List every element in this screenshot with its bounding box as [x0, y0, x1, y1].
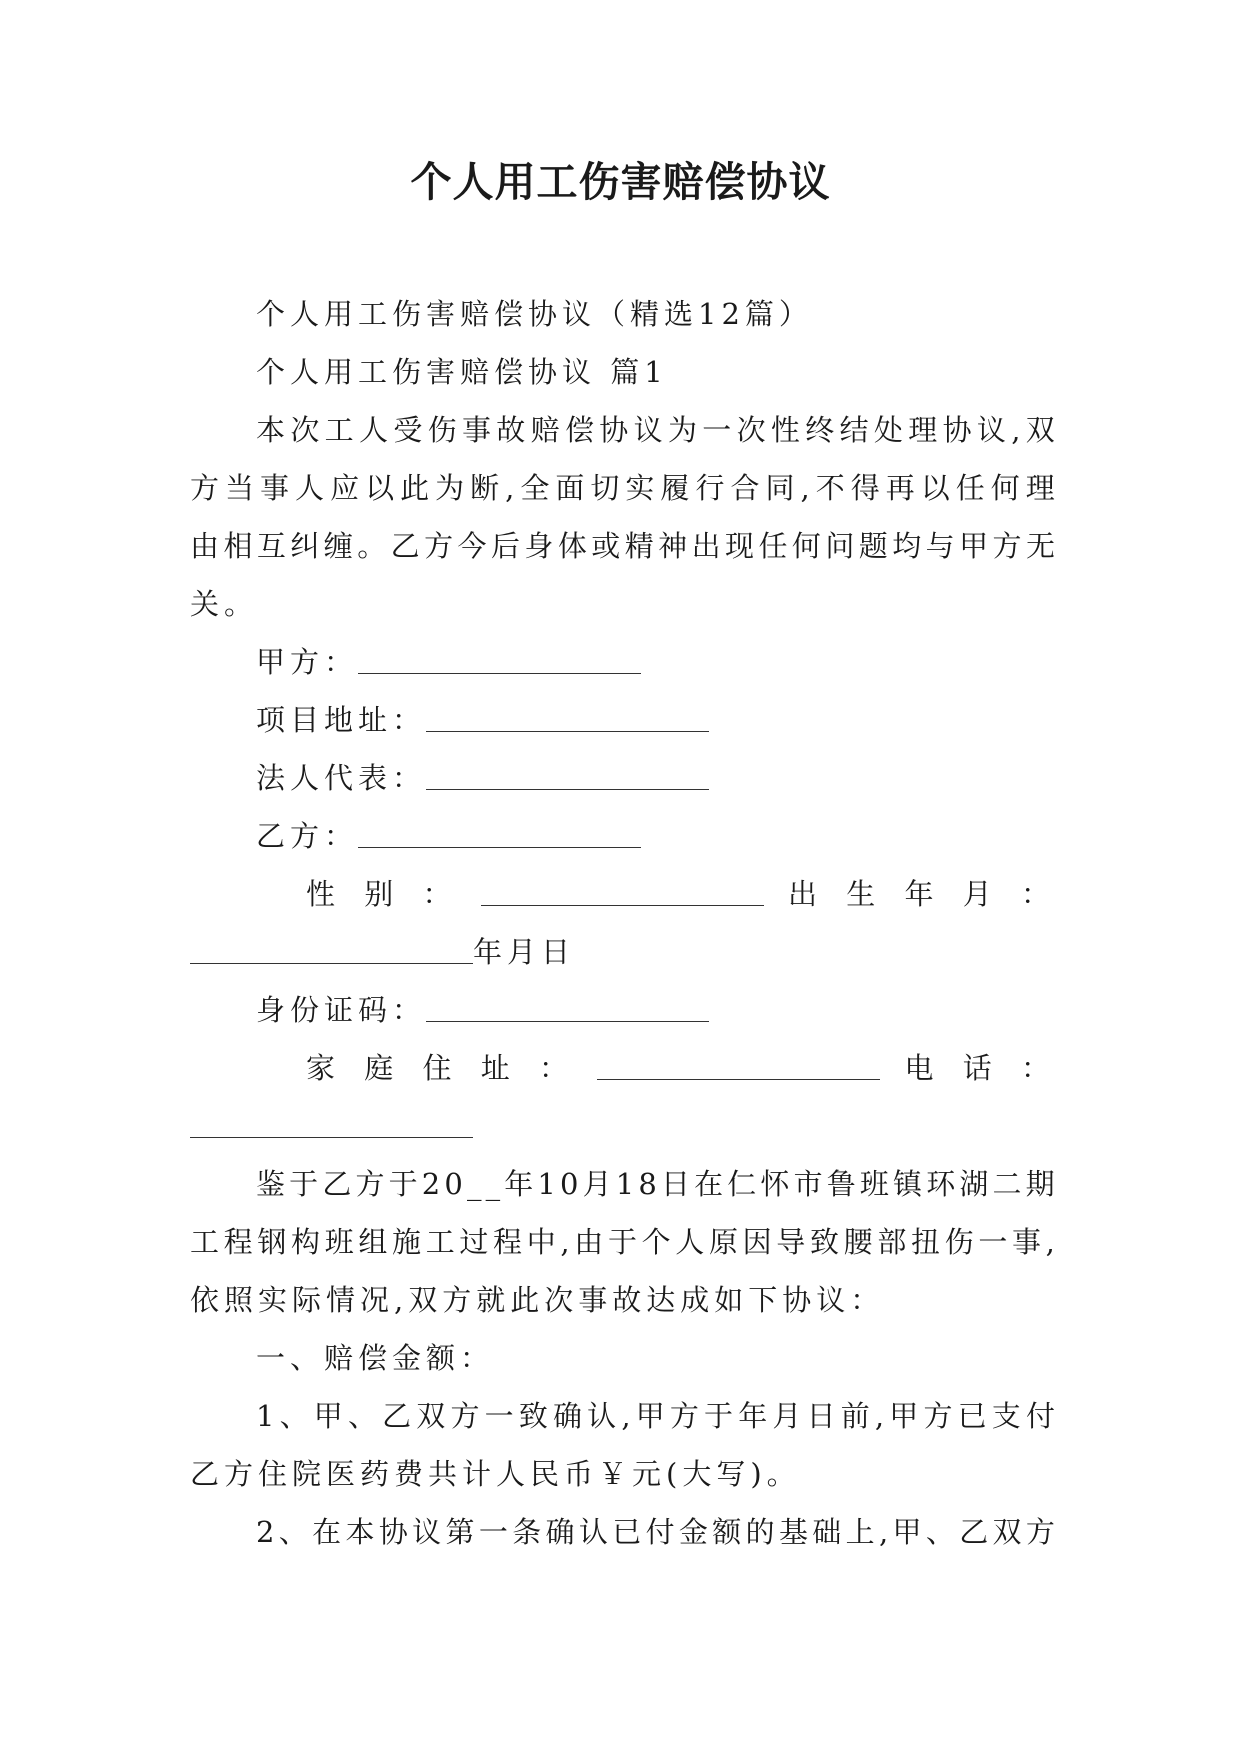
project-address-field — [190, 691, 1055, 749]
paragraph-line: 本 次 工 人 受 伤 事 故 赔 偿 协 议 为 一 次 性 终 结 处 理 协 议 , 双 — [256, 413, 1055, 447]
document-title: 个人用工伤害赔偿协议 — [410, 158, 831, 206]
home-phone-row — [190, 1039, 1055, 1097]
section-heading: 一、赔偿金额： — [256, 1341, 495, 1375]
phone-label-char: ： — [1020, 1051, 1055, 1085]
birth-date-suffix: 年月日 — [473, 935, 576, 969]
gender-label-char: 别 — [364, 877, 399, 911]
paragraph-line: 乙方住院医药费共计人民币￥元(大写)。 — [190, 1457, 801, 1491]
birth-label-char: 月 — [962, 877, 997, 911]
legal-rep-blank[interactable] — [426, 749, 709, 790]
party-a-blank[interactable] — [358, 633, 641, 674]
home-label-char: 家 — [306, 1051, 341, 1085]
phone-line — [190, 1097, 1055, 1155]
paragraph-1 — [190, 401, 1055, 633]
gender-label-char: 性 — [306, 877, 341, 911]
subtitle: 个人用工伤害赔偿协议（精选12篇） — [256, 297, 813, 331]
home-label-char: ： — [539, 1051, 574, 1085]
paragraph-2 — [190, 1155, 1055, 1329]
legal-rep-label: 法人代表： — [256, 761, 427, 795]
phone-blank[interactable] — [190, 1097, 473, 1138]
gender-blank[interactable] — [481, 865, 764, 906]
gender-label-char: ： — [422, 877, 457, 911]
party-a-label: 甲方： — [256, 645, 359, 679]
id-number-label: 身份证码： — [256, 993, 427, 1027]
phone-label-char: 电 — [904, 1051, 939, 1085]
paragraph-line: 鉴 于 乙 方 于 2 0 _ _ 年 1 0 月 1 8 日 在 仁 怀 市 鲁 班 镇 环 湖 二 期 — [256, 1167, 1055, 1201]
paragraph-line: 1 、 甲 、 乙 双 方 一 致 确 认 , 甲 方 于 年 月 日 前 , 甲 方 已 支 付 — [256, 1399, 1055, 1433]
home-label-char: 住 — [422, 1051, 457, 1085]
party-b-label: 乙方： — [256, 819, 359, 853]
paragraph-line: 由 相 互 纠 缠 。 乙 方 今 后 身 体 或 精 神 出 现 任 何 问 题 均 与 甲 方 无 — [190, 529, 1055, 563]
party-a-field — [190, 633, 1055, 691]
home-label-char: 庭 — [364, 1051, 399, 1085]
id-number-blank[interactable] — [426, 981, 709, 1022]
item-1 — [190, 1387, 1055, 1503]
document-body — [190, 285, 1055, 1561]
project-address-label: 项目地址： — [256, 703, 427, 737]
party-b-field — [190, 807, 1055, 865]
legal-rep-field — [190, 749, 1055, 807]
home-address-blank[interactable] — [597, 1039, 880, 1080]
gender-birth-row — [190, 865, 1055, 923]
paragraph-line: 关。 — [190, 587, 259, 621]
paragraph-line: 依照实际情况,双方就此次事故达成如下协议： — [190, 1283, 885, 1317]
birth-label-char: ： — [1020, 877, 1055, 911]
id-number-field — [190, 981, 1055, 1039]
home-label-char: 址 — [480, 1051, 515, 1085]
item-2-line: 2 、 在 本 协 议 第 一 条 确 认 已 付 金 额 的 基 础 上 , 甲 、 乙 双 方 — [256, 1515, 1055, 1549]
paragraph-line: 方 当 事 人 应 以 此 为 断 , 全 面 切 实 履 行 合 同 , 不 得 再 以 任 何 理 — [190, 471, 1055, 505]
birth-label-char: 出 — [787, 877, 822, 911]
project-address-blank[interactable] — [426, 691, 709, 732]
birth-date-blank[interactable] — [190, 923, 473, 964]
chapter-heading: 个人用工伤害赔偿协议 篇1 — [256, 355, 668, 389]
party-b-blank[interactable] — [358, 807, 641, 848]
phone-label-char: 话 — [962, 1051, 997, 1085]
paragraph-line: 工 程 钢 构 班 组 施 工 过 程 中 , 由 于 个 人 原 因 导 致 腰 部 扭 伤 一 事 , — [190, 1225, 1055, 1259]
birth-date-line — [190, 923, 1055, 981]
birth-label-char: 年 — [904, 877, 939, 911]
birth-label-char: 生 — [846, 877, 881, 911]
